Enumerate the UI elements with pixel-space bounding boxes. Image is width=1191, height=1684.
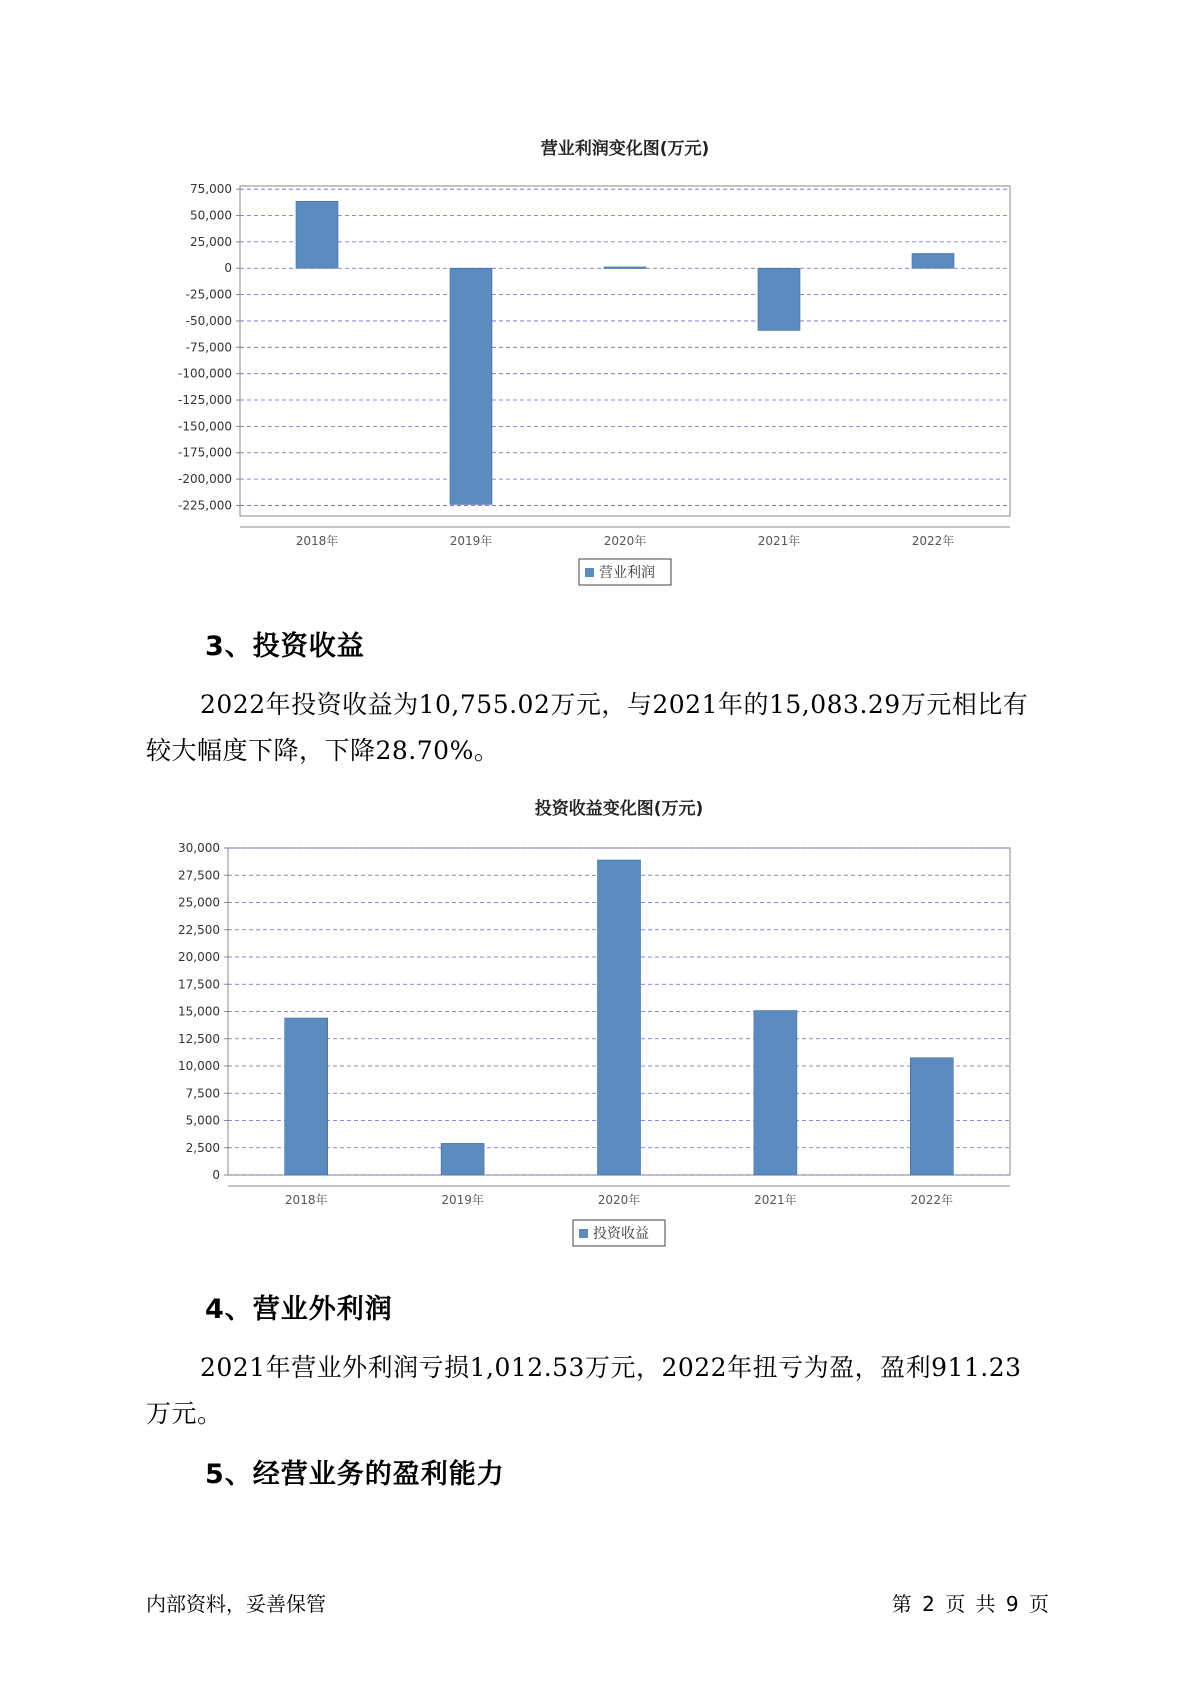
y-tick-label: 0 xyxy=(212,1168,220,1182)
bar xyxy=(754,1011,797,1175)
section-5-heading: 5、经营业务的盈利能力 xyxy=(205,1459,505,1490)
legend-swatch xyxy=(585,568,594,577)
y-tick-label: -200,000 xyxy=(178,472,232,487)
y-tick-label: 12,500 xyxy=(178,1031,220,1046)
y-tick-label: 20,000 xyxy=(178,950,220,964)
chart-title: 营业利润变化图(万元) xyxy=(540,139,710,159)
section-3-line-1: 2022年投资收益为10,755.02万元，与2021年的15,083.29万元相比有 xyxy=(200,690,1029,719)
bar xyxy=(285,1018,328,1175)
y-tick-label: -225,000 xyxy=(178,498,232,513)
x-tick-label: 2020年 xyxy=(597,1193,641,1207)
y-tick-label: 75,000 xyxy=(190,182,232,197)
legend-label: 投资收益 xyxy=(593,1226,649,1242)
bar xyxy=(296,201,338,268)
bar xyxy=(910,1058,953,1175)
y-tick-label: 25,000 xyxy=(190,234,232,249)
section-4-line-2: 万元。 xyxy=(146,1399,223,1428)
y-tick-label: -50,000 xyxy=(185,313,232,328)
y-tick-label: -125,000 xyxy=(178,393,232,408)
operating-profit-chart-svg xyxy=(0,130,1191,590)
y-tick-label: 30,000 xyxy=(178,841,220,855)
bar xyxy=(758,268,800,330)
footer-page-number: 第 2 页 共 9 页 xyxy=(891,1592,1049,1616)
investment-income-chart xyxy=(0,790,1191,1250)
investment-income-chart-svg xyxy=(0,790,1191,1250)
chart-title: 投资收益变化图(万元) xyxy=(534,799,704,819)
y-tick-label: -100,000 xyxy=(178,366,232,381)
legend-swatch xyxy=(579,1229,588,1238)
operating-profit-chart xyxy=(0,130,1191,590)
x-tick-label: 2019年 xyxy=(441,1193,484,1207)
x-tick-label: 2019年 xyxy=(449,534,493,548)
section-3-heading: 3、投资收益 xyxy=(205,631,365,662)
y-tick-label: 2,500 xyxy=(185,1140,220,1155)
y-tick-label: 27,500 xyxy=(178,868,220,883)
bar xyxy=(912,253,954,268)
y-tick-label: 17,500 xyxy=(178,977,220,992)
bar xyxy=(441,1143,484,1175)
section-4-paragraph xyxy=(146,1345,1046,1437)
y-tick-label: 15,000 xyxy=(178,1004,220,1019)
y-tick-label: 5,000 xyxy=(185,1113,220,1128)
y-tick-label: -150,000 xyxy=(178,419,232,434)
y-tick-label: 7,500 xyxy=(185,1086,220,1101)
y-tick-label: -25,000 xyxy=(185,287,232,302)
footer-confidential-note: 内部资料，妥善保管 xyxy=(146,1592,326,1616)
legend-label: 营业利润 xyxy=(599,565,655,581)
x-tick-label: 2022年 xyxy=(911,534,955,548)
y-tick-label: 22,500 xyxy=(178,922,220,937)
y-tick-label: 10,000 xyxy=(178,1059,220,1073)
x-tick-label: 2020年 xyxy=(603,534,647,548)
bar xyxy=(450,268,492,504)
section-3-line-2: 较大幅度下降，下降28.70%。 xyxy=(146,736,500,765)
plot-area xyxy=(240,186,1010,516)
y-tick-label: 0 xyxy=(224,261,232,276)
x-tick-label: 2021年 xyxy=(757,534,801,548)
section-3-paragraph xyxy=(146,682,1046,774)
y-tick-label: 50,000 xyxy=(190,208,232,223)
x-tick-label: 2018年 xyxy=(295,534,339,548)
x-tick-label: 2018年 xyxy=(284,1193,328,1207)
y-tick-label: -75,000 xyxy=(185,340,232,355)
y-tick-label: -175,000 xyxy=(178,445,232,460)
section-4-line-1: 2021年营业外利润亏损1,012.53万元，2022年扭亏为盈，盈利911.23 xyxy=(200,1353,1022,1382)
bar xyxy=(598,860,641,1175)
x-tick-label: 2021年 xyxy=(754,1193,797,1207)
y-tick-label: 25,000 xyxy=(178,895,220,910)
bar xyxy=(604,267,646,269)
section-4-heading: 4、营业外利润 xyxy=(205,1294,393,1325)
x-tick-label: 2022年 xyxy=(910,1193,954,1207)
